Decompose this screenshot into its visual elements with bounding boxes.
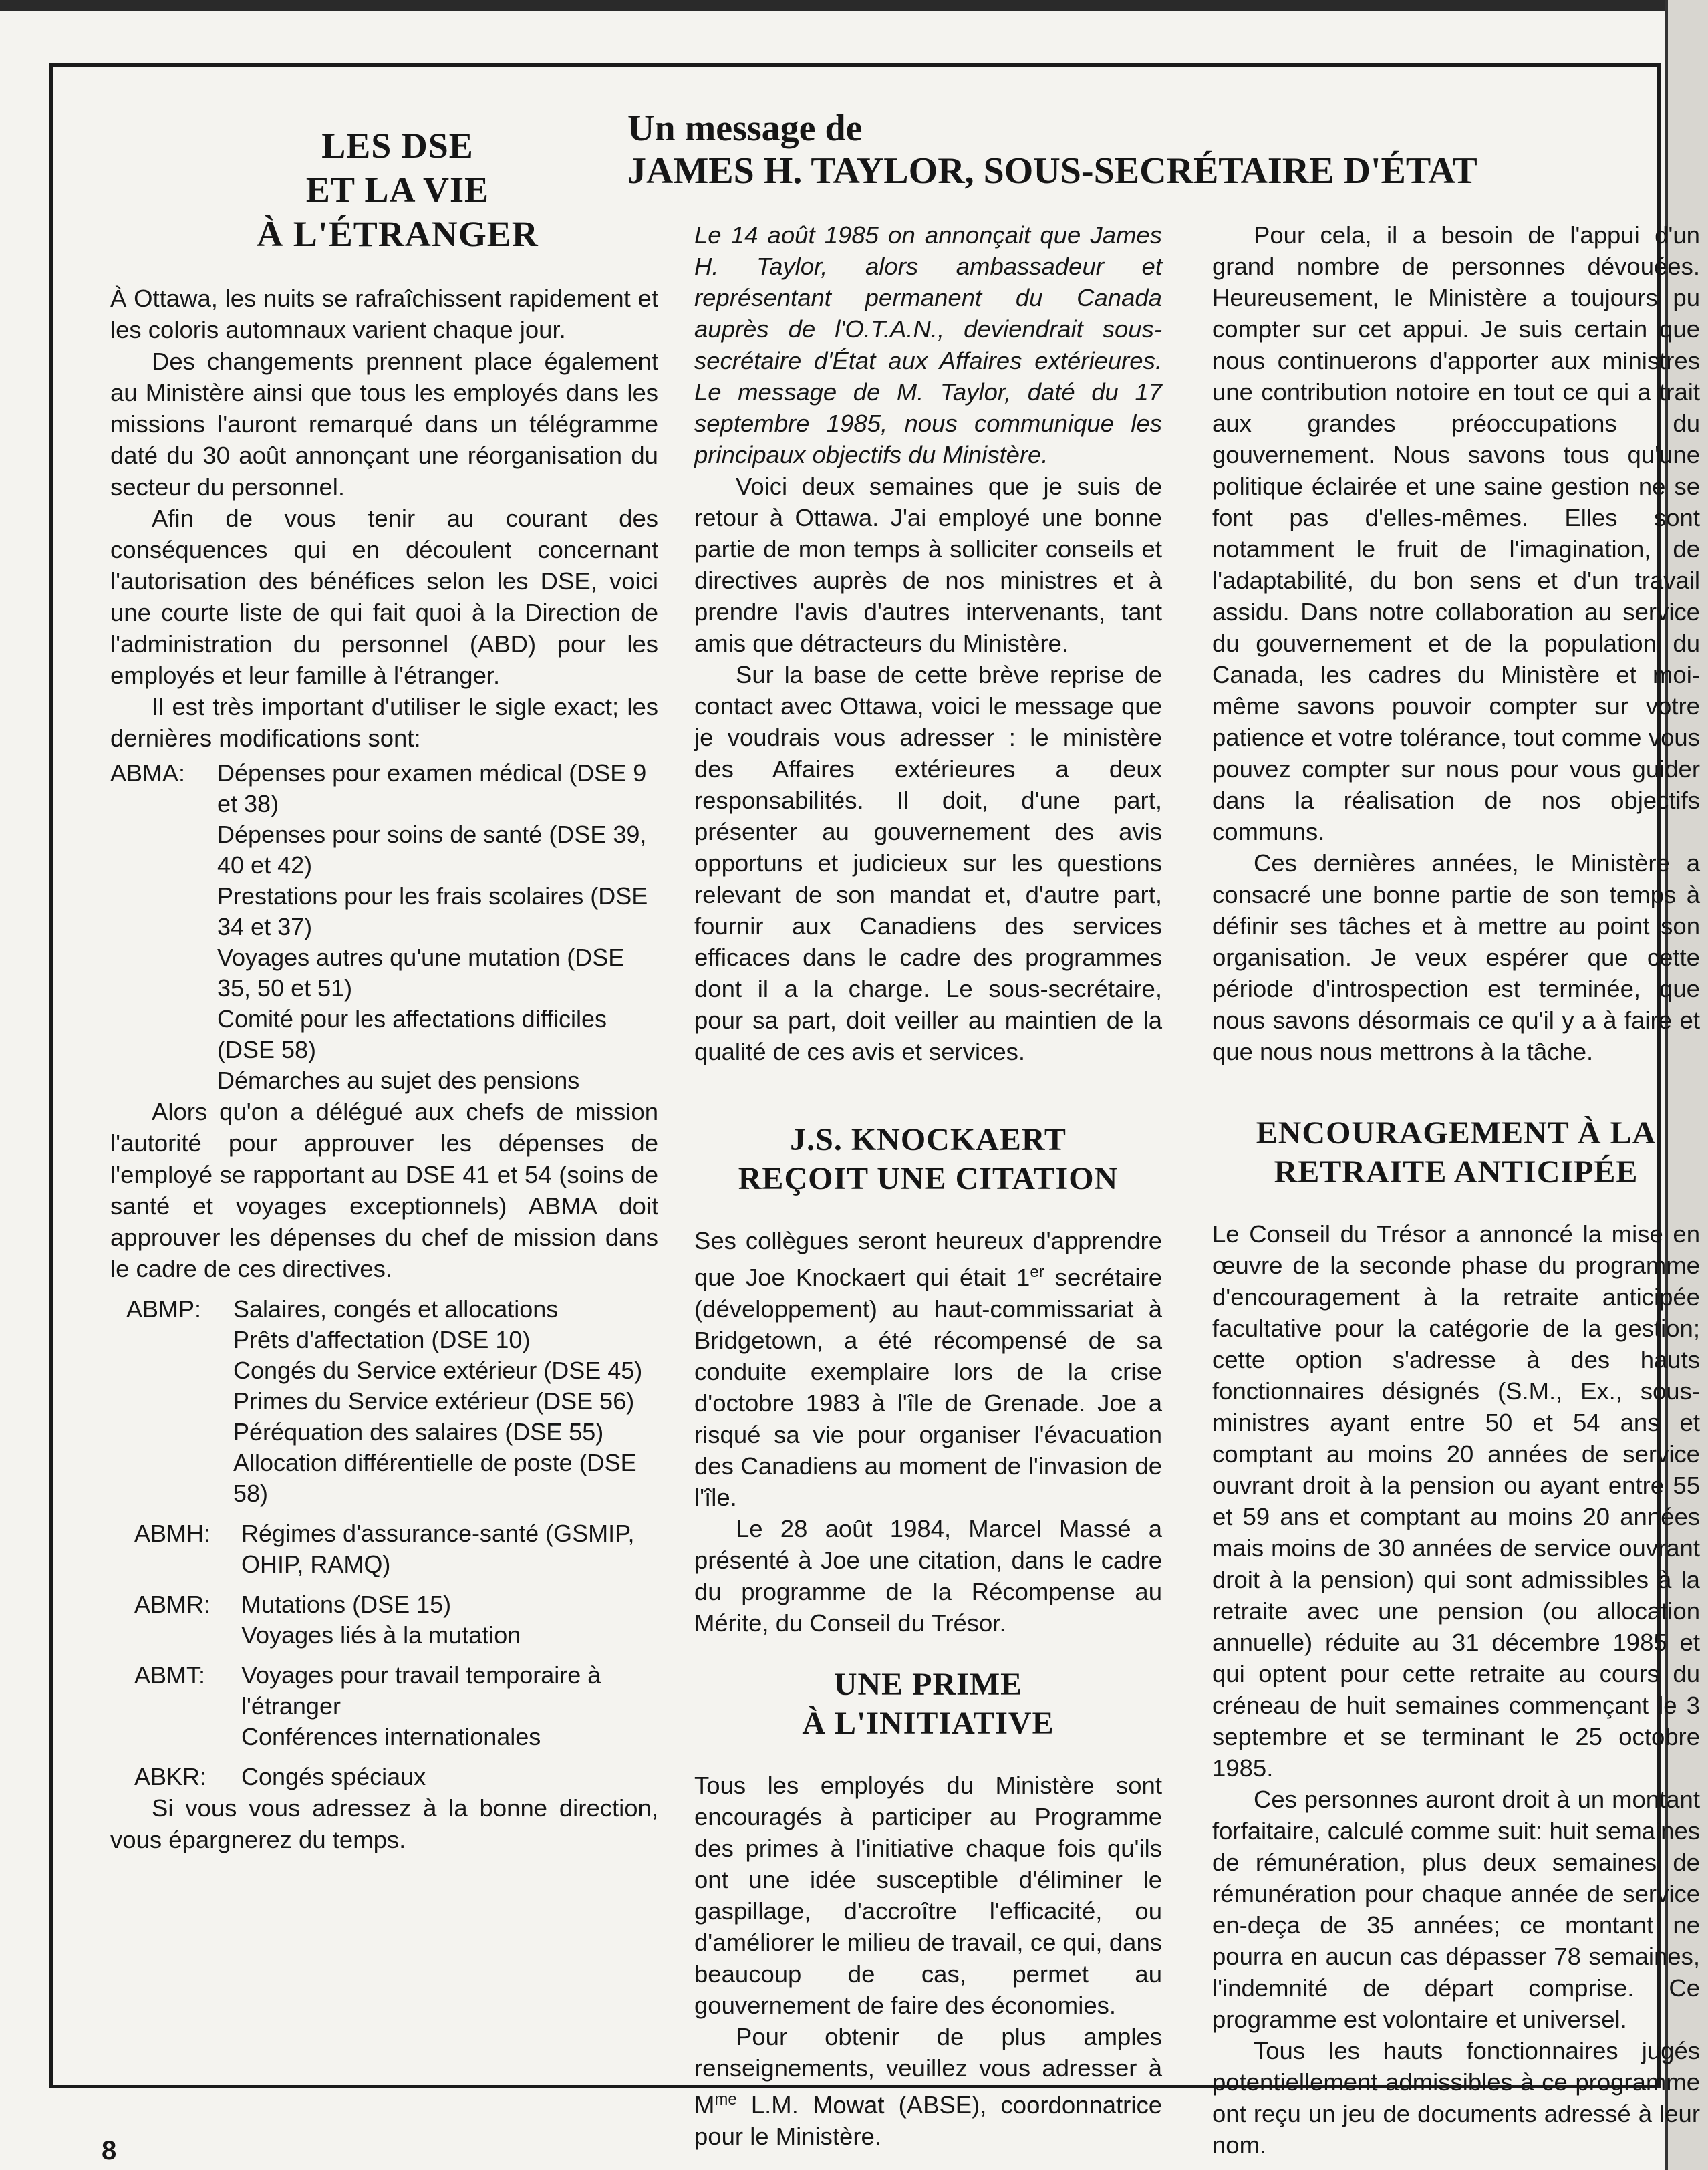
abmr-entry [110,1589,658,1651]
dse-paragraph: Des changements prennent place également au Ministère ainsi que tous les employés dans les missions l'auront remarqué dans un télégramme daté du 30 août annonçant une réorganisation du secteur du personnel. [110,348,658,501]
abmr-item: Voyages liés à la mutation [241,1621,521,1649]
abmh-entry [110,1518,658,1580]
abmp-item: Primes du Service extérieur (DSE 56) [233,1387,635,1415]
abkr-entry [110,1762,658,1792]
abmr-item: Mutations (DSE 15) [241,1591,452,1618]
message-paragraph: Pour cela, il a besoin de l'appui d'un grand nombre de personnes dévouées. Heureusement, le Ministère a toujours pu compter sur cet appui. Je suis certain que nous continuerons d'apporter aux ministres une contribution notoire en tout ce qui a trait aux grandes préoccupations du gouvernement. Nous savons tous qu'une politique éclairée et une saine gestion ne se font pas d'elles-mêmes. Elles sont notamment le fruit de l'imagination, de l'adaptabilité, du bon sens et d'un travail assidu. Dans notre collaboration au service du gouvernement et de la population du Canada, les cadres du Ministère et moi-même savons pouvoir compter sur votre patience et votre tolérance, tout comme vous pouvez compter sur nous pour vous guider dans la réalisation de nos objectifs communs. [1212,221,1700,845]
message-paragraph: Ces dernières années, le Ministère a consacré une bonne partie de son temps à définir ses tâches et à mettre au point son organisation. Je veux espérer que cette période d'introspection est terminée, que nous savons désormais ce qu'il y a à faire et que nous nous mettrons à la tâche. [1212,849,1700,1065]
knockaert-title: J.S. KNOCKAERT REÇOIT UNE CITATION [738,1122,1119,1196]
message-paragraph: Sur la base de cette brève reprise de contact avec Ottawa, voici le message que je voudrais vous adresser : le ministère des Affaires extérieures a deux responsabilités. Il doit, d'une part, présenter au gouvernement des avis opportuns et judicieux sur les questions relevant de son mandat et, d'autre part, fournir aux Canadiens des services efficaces dans le cadre des programmes dont il a la charge. Le sous-secrétaire, pour sa part, doit veiller au maintien de la qualité de ces avis et services. [694,661,1162,1065]
abma-item: Voyages autres qu'une mutation (DSE 35, 50 et 51) [217,944,625,1002]
message-title [627,107,1616,192]
dse-paragraph: À Ottawa, les nuits se rafraîchissent rapidement et les coloris automnaux varient chaque jour. [110,285,658,344]
abma-entry [110,758,658,1096]
retraite-paragraph: Ces personnes auront droit à un montant forfaitaire, calculé comme suit: huit semaines de rémunération, plus deux semaines de rémunération pour chaque année de service en-deça de 35 années; ce montant ne pourra en aucun cas dépasser 78 semaines, l'indemnité de départ comprise. Ce programme est volontaire et universel. [1212,1786,1700,2033]
dse-closing: Si vous vous adressez à la bonne direction, vous épargnerez du temps. [110,1794,658,1853]
dse-paragraph: Alors qu'on a délégué aux chefs de mission l'autorité pour approuver les dépenses de l'employé se rapportant au DSE 41 et 54 (soins de santé et voyages exceptionnels) ABMA doit approuver les dépenses du chef de mission dans le cadre de ces directives. [110,1098,658,1282]
scan-top-band [0,0,1708,11]
message-intro: Le 14 août 1985 on annonçait que James H. Taylor, alors ambassadeur et représentant permanent du Canada auprès de l'O.T.A.N., deviendrait sous-secrétaire d'État aux Affaires extérieures. Le message de M. Taylor, daté du 17 septembre 1985, nous communique les principaux objectifs du Ministère. [694,221,1162,468]
knockaert-paragraph: Ses collègues seront heureux d'apprendre que Joe Knockaert qui était 1er secrétaire (développement) au haut-commissariat à Bridgetown, a été récompensé de sa conduite exemplaire lors de la crise d'octobre 1983 à l'île de Grenade. Joe a risqué sa vie pour organiser l'évacuation des Canadiens au moment de l'invasion de l'île. [694,1227,1162,1512]
abmp-item: Salaires, congés et allocations [233,1295,559,1323]
abmp-entry [110,1294,658,1509]
prime-paragraph: Pour obtenir de plus amples renseignements, veuillez vous adresser à $M^{me}$ L.M. Mowat (ABSE), coordonnatrice pour le Ministère. [694,2023,1162,2151]
abmp-item: Prêts d'affectation (DSE 10) [233,1326,531,1353]
page-number: 8 [102,2136,117,2165]
message-paragraph: Voici deux semaines que je suis de retour à Ottawa. J'ai employé une bonne partie de mon temps à solliciter conseils et directives auprès de nos ministres et à prendre l'avis d'autres intervenants, tant amis que détracteurs du Ministère. [694,472,1162,657]
abkr-code: ABKR: [134,1763,207,1790]
abmr-code: ABMR: [134,1591,211,1618]
retraite-paragraph: Le Conseil du Trésor a annoncé la mise en œuvre de la seconde phase du programme d'encouragement à la retraite anticipée facultative pour la catégorie de la gestion; cette option s'adresse à des hauts fonctionnaires désignés (S.M., Ex., sous-ministres ayant entre 50 et 54 ans et comptant au moins 20 années de service ouvrant droit à la pension ou ayant entre 55 et 59 ans et comptant au moins 20 années mais moins de 30 années de service ouvrant droit à la pension) qui sont admissibles à la retraite avec une pension (ou allocation annuelle) réduite au 31 décembre 1985 et qui optent pour cette retraite au cours du créneau de huit semaines commençant le 3 septembre et se terminant le 25 octobre 1985. [1212,1220,1700,1782]
knockaert-paragraph: Le 28 août 1984, Marcel Massé a présenté à Joe une citation, dans le cadre du programme de la Récompense au Mérite, du Conseil du Trésor. [694,1515,1162,1637]
abkr-item: Congés spéciaux [241,1763,426,1790]
abmp-item: Congés du Service extérieur (DSE 45) [233,1357,643,1384]
abmt-code: ABMT: [134,1661,206,1689]
column-middle [694,219,1162,2152]
abmh-code: ABMH: [134,1520,211,1547]
abmp-code: ABMP: [126,1295,202,1323]
abmt-item: Conférences internationales [241,1723,541,1750]
prime-title: UNE PRIME À L'INITIATIVE [802,1667,1054,1742]
abmt-entry [110,1660,658,1752]
dse-paragraph: Afin de vous tenir au courant des conséquences qui en découlent concernant l'autorisation des bénéfices selon les DSE, voici une courte liste de qui fait quoi à la Direction de l'administration du personnel (ABD) pour les employés et leur famille à l'étranger. [110,505,658,689]
column-right [1212,219,1700,2161]
abmp-item: Péréquation des salaires (DSE 55) [233,1418,604,1446]
abma-item: Comité pour les affectations difficiles (DSE 58) [217,1005,607,1063]
abma-code: ABMA: [110,759,186,787]
abmh-item: Régimes d'assurance-santé (GSMIP, OHIP, RAMQ) [241,1520,635,1578]
message-title-line2: JAMES H. TAYLOR, SOUS-SECRÉTAIRE D'ÉTAT [627,150,1477,192]
abma-item: Prestations pour les frais scolaires (DSE 34 et 37) [217,882,648,940]
message-title-line1: Un message de [627,108,863,149]
abmp-item: Allocation différentielle de poste (DSE 58) [233,1449,637,1507]
abma-item: Démarches au sujet des pensions [217,1067,580,1094]
abma-item: Dépenses pour examen médical (DSE 9 et 38) [217,759,647,817]
abma-item: Dépenses pour soins de santé (DSE 39, 40 et 42) [217,821,647,879]
abmt-item: Voyages pour travail temporaire à l'étranger [241,1661,601,1720]
dse-title: LES DSE ET LA VIE À L'ÉTRANGER [257,126,539,254]
prime-paragraph: Tous les employés du Ministère sont encouragés à participer au Programme des primes à l'initiative chaque fois qu'ils ont une idée susceptible d'éliminer le gaspillage, d'accroître l'efficacité, ou d'améliorer le milieu de travail, ce qui, dans beaucoup de cas, permet au gouvernement de faire des économies. [694,1772,1162,2020]
dse-paragraph: Il est très important d'utiliser le sigle exact; les dernières modifications sont: [110,693,658,752]
retraite-title: ENCOURAGEMENT À LA RETRAITE ANTICIPÉE [1256,1115,1657,1190]
column-dse [110,67,658,1855]
retraite-paragraph: Tous les hauts fonctionnaires jugés potentiellement admissibles à ce programme ont reçu un jeu de documents adressé à leur nom. [1212,2037,1700,2159]
page-frame [49,63,1700,2159]
